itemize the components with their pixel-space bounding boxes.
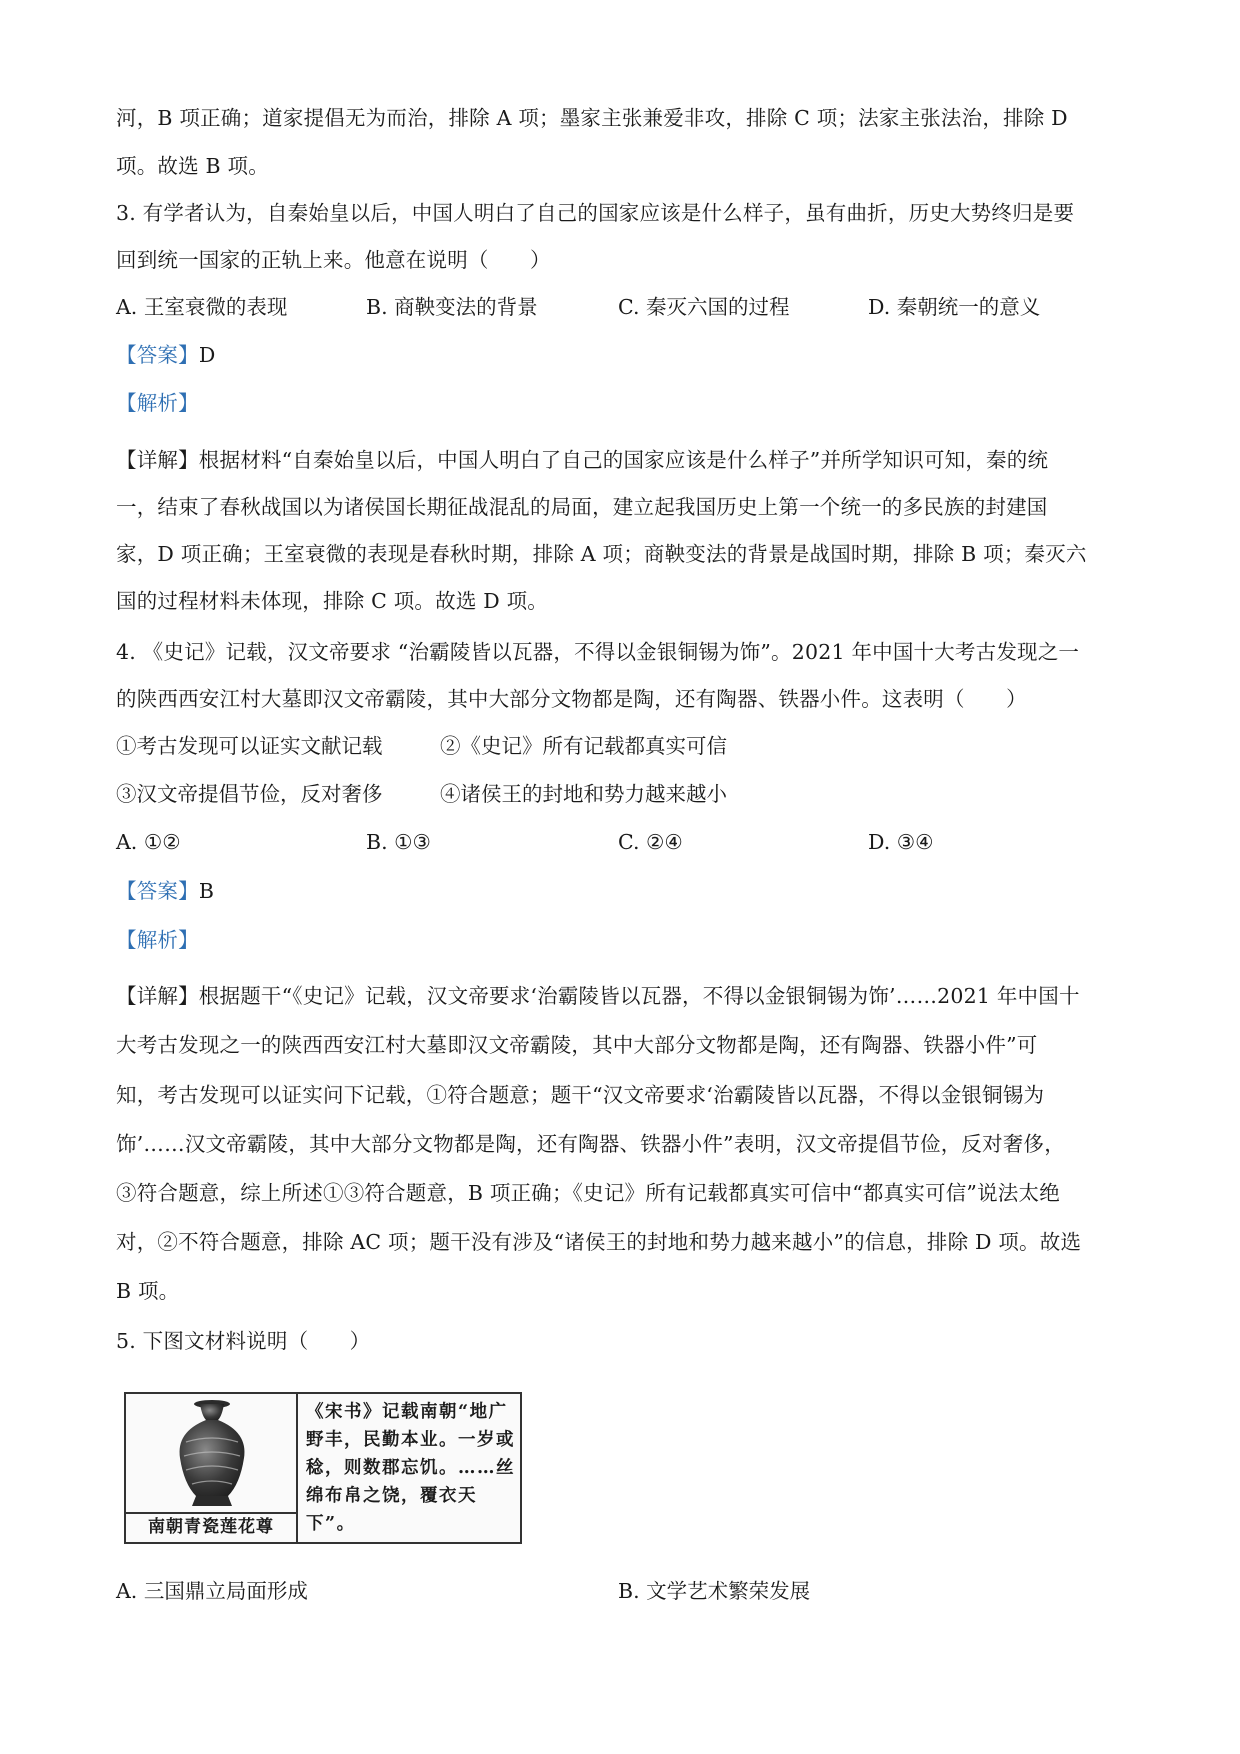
q5-option-b: B. 文学艺术繁荣发展 (618, 1579, 811, 1603)
q3-analysis-tag: 【解析】 (116, 391, 199, 415)
q5-figure (124, 1392, 522, 1544)
q3-detail-line: 一，结束了春秋战国以为诸侯国长期征战混乱的局面，建立起我国历史上第一个统一的多民族的封建国 (116, 495, 1048, 519)
q4-statement-1: ①考古发现可以证实文献记载 (116, 734, 383, 758)
q4-option-d: D. ③④ (868, 830, 934, 854)
figure-caption: 南朝青瓷莲花尊 (126, 1512, 296, 1542)
q4-statement-3: ③汉文帝提倡节俭，反对奢侈 (116, 782, 383, 806)
q3-stem-cont: 回到统一国家的正轨上来。他意在说明（ ） (116, 248, 551, 272)
q4-detail-line: ③符合题意，综上所述①③符合题意，B 项正确；《史记》所有记载都真实可信中“都真实可信”说法太绝 (116, 1181, 1060, 1205)
q3-option-c: C. 秦灭六国的过程 (618, 295, 790, 319)
q4-option-c: C. ②④ (618, 830, 683, 854)
q4-stem: 4. 《史记》记载，汉文帝要求 “治霸陵皆以瓦器，不得以金银铜锡为饰”。2021 年中国十大考古发现之一 (116, 640, 1080, 664)
q4-detail-line: 大考古发现之一的陕西西安江村大墓即汉文帝霸陵，其中大部分文物都是陶，还有陶器、铁器小件”可 (116, 1033, 1038, 1057)
q2-explanation-line: 项。故选 B 项。 (116, 154, 269, 178)
q4-detail-line: 知，考古发现可以证实问下记载，①符合题意；题干“汉文帝要求‘治霸陵皆以瓦器，不得以金银铜锡为 (116, 1083, 1045, 1107)
vase-panel (126, 1394, 298, 1542)
q3-detail-line: 国的过程材料未体现，排除 C 项。故选 D 项。 (116, 589, 548, 613)
answer-tag: 【答案】 (116, 343, 199, 367)
answer-tag: 【答案】 (116, 879, 199, 903)
q4-statement-2: ②《史记》所有记载都真实可信 (440, 734, 727, 758)
q4-detail-line: 对，②不符合题意，排除 AC 项；题干没有涉及“诸侯王的封地和势力越来越小”的信息，排除 D 项。故选 (116, 1230, 1082, 1254)
q3-detail-line: 【详解】根据材料“自秦始皇以后，中国人明白了自己的国家应该是什么样子”并所学知识可知，秦的统 (116, 448, 1049, 472)
celadon-vase-image (166, 1398, 258, 1510)
q4-analysis-tag: 【解析】 (116, 928, 199, 952)
q3-option-d: D. 秦朝统一的意义 (868, 295, 1041, 319)
q3-answer (116, 340, 1126, 370)
q4-detail-line: 饰’……汉文帝霸陵，其中大部分文物都是陶，还有陶器、铁器小件”表明，汉文帝提倡节俭，反对奢侈， (116, 1132, 1065, 1156)
q2-explanation-line: 河，B 项正确；道家提倡无为而治，排除 A 项；墨家主张兼爱非攻，排除 C 项；法家主张法治，排除 D (116, 106, 1068, 130)
q4-detail-line: B 项。 (116, 1279, 180, 1303)
figure-quote: 《宋书》记载南朝“地广野丰，民勤本业。一岁或稔，则数郡忘饥。……丝绵布帛之饶，覆衣天下”。 (306, 1402, 515, 1534)
q3-option-a: A. 王室衰微的表现 (116, 295, 288, 319)
answer-value: B (198, 879, 215, 903)
q4-stem-cont: 的陕西西安江村大墓即汉文帝霸陵，其中大部分文物都是陶，还有陶器、铁器小件。这表明（ ） (116, 687, 1027, 711)
q4-option-b: B. ①③ (366, 830, 431, 854)
q4-answer (116, 876, 1126, 906)
q5-stem: 5. 下图文材料说明（ ） (116, 1329, 371, 1353)
q5-option-a: A. 三国鼎立局面形成 (116, 1579, 308, 1603)
q4-detail-line: 【详解】根据题干“《史记》记载，汉文帝要求‘治霸陵皆以瓦器，不得以金银铜锡为饰’……2021 年中国十 (116, 984, 1080, 1008)
q4-option-a: A. ①② (116, 830, 181, 854)
q3-stem: 3. 有学者认为，自秦始皇以后，中国人明白了自己的国家应该是什么样子，虽有曲折，历史大势终归是要 (116, 201, 1075, 225)
q4-statement-4: ④诸侯王的封地和势力越来越小 (440, 782, 727, 806)
q3-option-b: B. 商鞅变法的背景 (366, 295, 538, 319)
answer-value: D (198, 343, 216, 367)
q3-detail-line: 家，D 项正确；王室衰微的表现是春秋时期，排除 A 项；商鞅变法的背景是战国时期，排除 B 项；秦灭六 (116, 542, 1087, 566)
